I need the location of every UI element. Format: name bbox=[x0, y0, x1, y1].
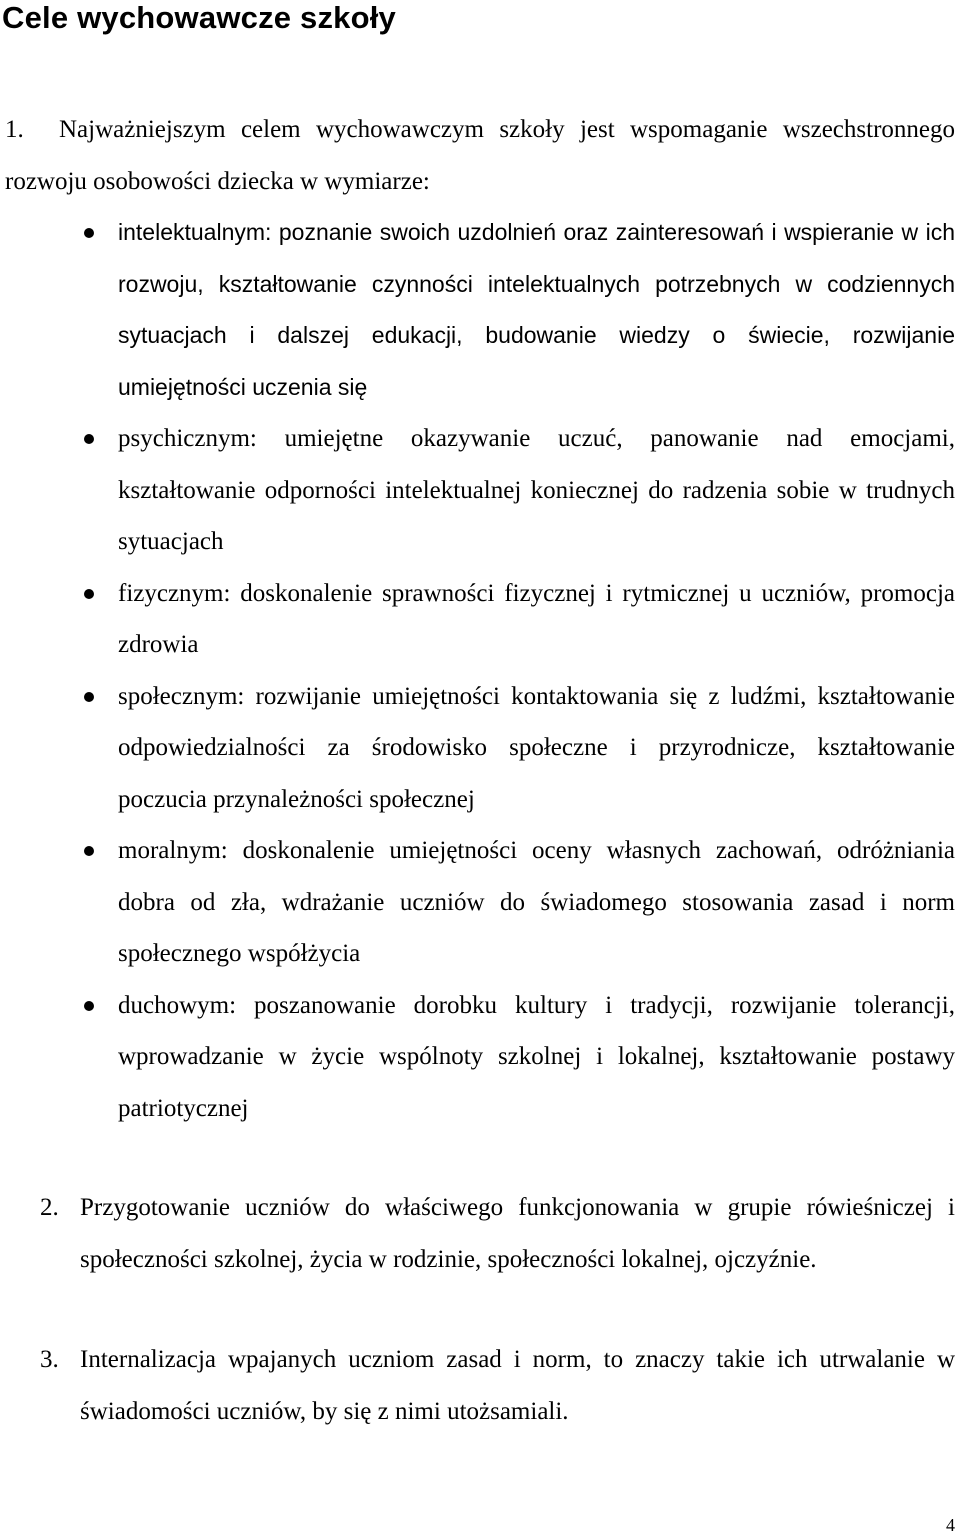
section-3-number: 3. bbox=[40, 1346, 59, 1373]
list-item bbox=[0, 568, 955, 671]
bullet-icon bbox=[84, 846, 94, 856]
section-1-intro bbox=[5, 104, 955, 207]
section-2-text: Przygotowanie uczniów do właściwego funkcjonowania w grupie rówieśniczej i społeczności szkolnej, życia w rodzinie, społeczności lokalnej, ojczyźnie. bbox=[80, 1194, 955, 1273]
list-item bbox=[0, 671, 955, 826]
section-1-number: 1. bbox=[5, 116, 24, 143]
list-item-text: społecznym: rozwijanie umiejętności kontaktowania się z ludźmi, kształtowanie odpowiedzialności za środowisko społeczne i przyrodnicze, kształtowanie poczucia przynależności społecznej bbox=[118, 682, 955, 813]
list-item bbox=[0, 825, 955, 980]
list-item bbox=[0, 980, 955, 1135]
page-title: Cele wychowawcze szkoły bbox=[2, 0, 396, 35]
list-item bbox=[0, 207, 955, 413]
development-aspects-list bbox=[0, 207, 955, 1134]
bullet-icon bbox=[84, 1001, 94, 1011]
section-3 bbox=[40, 1334, 955, 1437]
section-2-number: 2. bbox=[40, 1194, 59, 1221]
bullet-icon bbox=[84, 434, 94, 444]
section-3-text: Internalizacja wpajanych uczniom zasad i norm, to znaczy takie ich utrwalanie w świadomości uczniów, by się z nimi utożsamiali. bbox=[80, 1346, 955, 1425]
list-item-text: intelektualnym: poznanie swoich uzdolnień oraz zainteresowań i wspieranie w ich rozwoju, kształtowanie czynności intelektualnych potrzebnych w codziennych sytuacjach i dalszej edukacji, budowanie wiedzy o świecie, rozwijanie umiejętności uczenia się bbox=[118, 219, 955, 400]
section-2 bbox=[40, 1182, 955, 1285]
list-item-text: moralnym: doskonalenie umiejętności oceny własnych zachowań, odróżniania dobra od zła, wdrażanie uczniów do świadomego stosowania zasad i norm społecznego współżycia bbox=[118, 837, 955, 967]
bullet-icon bbox=[84, 692, 94, 702]
bullet-icon bbox=[84, 589, 94, 599]
list-item bbox=[0, 413, 955, 568]
list-item-text: fizycznym: doskonalenie sprawności fizycznej i rytmicznej u uczniów, promocja zdrowia bbox=[118, 579, 955, 658]
page-number: 4 bbox=[946, 1515, 955, 1535]
list-item-text: psychicznym: umiejętne okazywanie uczuć, panowanie nad emocjami, kształtowanie odporności intelektualnej koniecznej do radzenia sobie w trudnych sytuacjach bbox=[118, 425, 955, 555]
section-1-intro-text: Najważniejszym celem wychowawczym szkoły jest wspomaganie wszechstronnego rozwoju osobowości dziecka w wymiarze: bbox=[5, 116, 955, 195]
list-item-text: duchowym: poszanowanie dorobku kultury i tradycji, rozwijanie tolerancji, wprowadzanie w życie wspólnoty szkolnej i lokalnej, kształtowanie postawy patriotycznej bbox=[118, 991, 955, 1122]
bullet-icon bbox=[84, 228, 94, 238]
